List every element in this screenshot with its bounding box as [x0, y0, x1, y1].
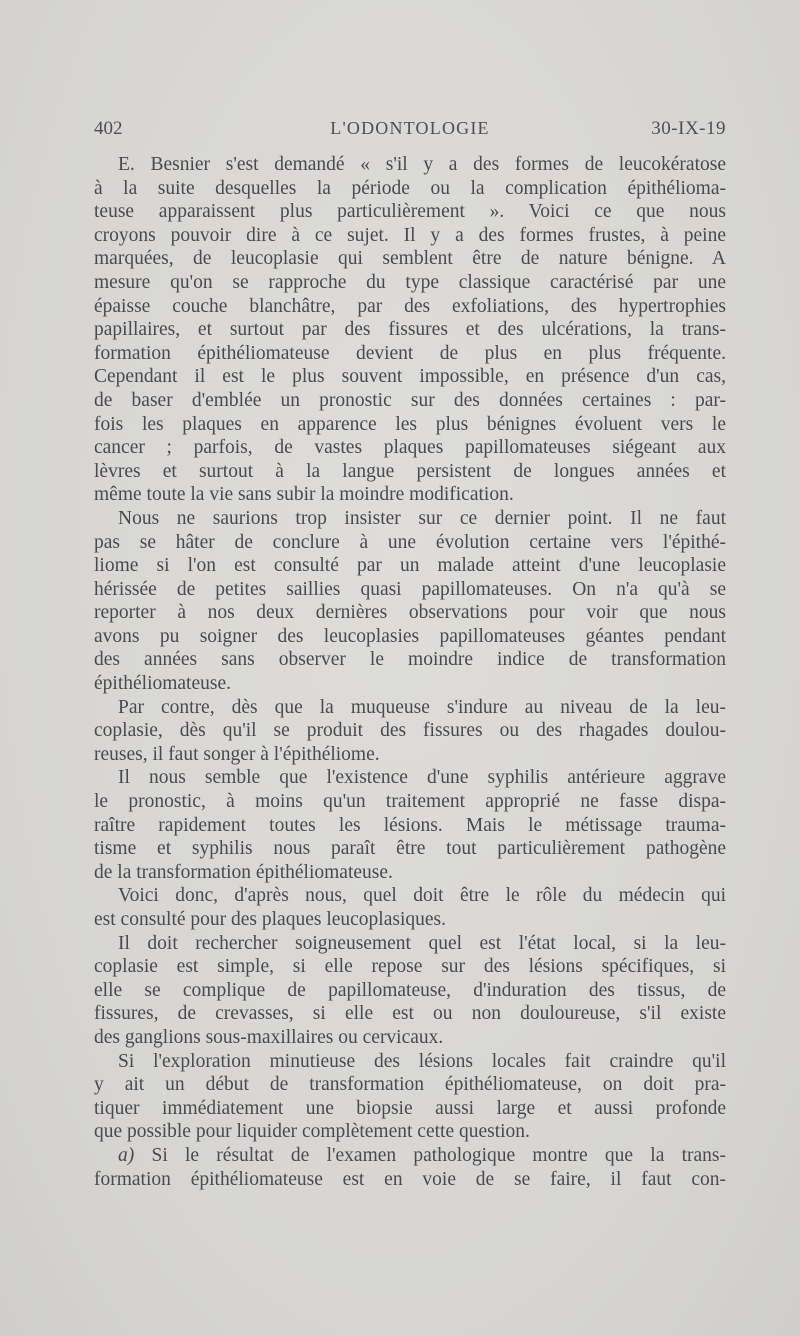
text-line: même toute la vie sans subir la moindre modification.	[94, 484, 514, 506]
text-line: Il nous semble que l'existence d'une syphilis antérieure aggrave	[118, 767, 726, 789]
paragraph	[94, 696, 726, 767]
text-line: avons pu soigner des leucoplasies papillomateuses géantes pendant	[94, 625, 726, 647]
list-item-letter: a)	[118, 1144, 135, 1166]
text-line: de la transformation épithéliomateuse.	[94, 861, 393, 883]
text-line: des années sans observer le moindre indice de transformation	[94, 649, 726, 671]
text-line: à la suite desquelles la période ou la complication épithélioma-	[94, 177, 726, 199]
running-head	[94, 118, 726, 144]
paragraph	[94, 1050, 726, 1144]
text-line: papillaires, et surtout par des fissures et des ulcérations, la trans-	[94, 319, 726, 341]
text-line: fissures, de crevasses, si elle est ou non douloureuse, s'il existe	[94, 1003, 726, 1025]
text-line: tisme et syphilis nous paraît être tout particulièrement pathogène	[94, 838, 726, 860]
text-line: Par contre, dès que la muqueuse s'indure au niveau de la leu-	[118, 696, 726, 718]
text-line: y ait un début de transformation épithéliomateuse, on doit pra-	[94, 1074, 726, 1096]
text-line: Si l'exploration minutieuse des lésions locales fait craindre qu'il	[118, 1050, 726, 1072]
text-line: E. Besnier s'est demandé « s'il y a des formes de leucokératose	[118, 154, 726, 175]
text-line: reporter à nos deux dernières observations pour voir que nous	[94, 602, 726, 624]
issue-date: 30-IX-19	[651, 118, 726, 139]
text-line: formation épithéliomateuse est en voie de se faire, il faut con-	[94, 1168, 726, 1190]
text-line: marquées, de leucoplasie qui semblent être de nature bénigne. A	[94, 248, 726, 270]
text-line: que possible pour liquider complètement cette question.	[94, 1121, 530, 1143]
text-line: liome si l'on est consulté par un malade atteint d'une leucoplasie	[94, 555, 726, 577]
text-line: formation épithéliomateuse devient de plus en plus fréquente.	[94, 342, 726, 364]
body-text	[94, 153, 726, 1191]
paragraph	[94, 766, 726, 884]
paragraph	[94, 932, 726, 1050]
paragraph	[94, 153, 726, 507]
text-line: Voici donc, d'après nous, quel doit être le rôle du médecin qui	[118, 885, 726, 907]
text-line: cancer ; parfois, de vastes plaques papillomateuses siégeant aux	[94, 437, 726, 459]
text-line: des ganglions sous-maxillaires ou cervicaux.	[94, 1026, 444, 1048]
text-line: elle se complique de papillomateuse, d'induration des tissus, de	[94, 979, 726, 1001]
journal-title: L'ODONTOLOGIE	[330, 118, 490, 138]
text-line: croyons pouvoir dire à ce sujet. Il y a des formes frustes, à peine	[94, 224, 726, 246]
text-line: épithéliomateuse.	[94, 673, 231, 695]
text-line: fois les plaques en apparence les plus bénignes évoluent vers le	[94, 413, 726, 435]
text-line: Cependant il est le plus souvent impossible, en présence d'un cas,	[94, 366, 726, 388]
text-line: tiquer immédiatement une biopsie aussi large et aussi profonde	[94, 1097, 726, 1119]
text-line: le pronostic, à moins qu'un traitement approprié ne fasse dispa-	[94, 791, 726, 813]
text-line: pas se hâter de conclure à une évolution certaine vers l'épithé-	[94, 531, 726, 553]
text-line: reuses, il faut songer à l'épithéliome.	[94, 743, 380, 765]
text-line-content: Si le résultat de l'examen pathologique montre que la trans-	[134, 1144, 726, 1166]
text-line: est consulté pour des plaques leucoplasiques.	[94, 909, 446, 930]
text-line: Il doit rechercher soigneusement quel est l'état local, si la leu-	[118, 932, 726, 954]
paragraph	[94, 507, 726, 696]
page-number: 402	[94, 118, 123, 139]
text-line: raître rapidement toutes les lésions. Mais le métissage trauma-	[94, 814, 726, 836]
text-line: épaisse couche blanchâtre, par des exfoliations, des hypertrophies	[94, 295, 726, 317]
text-line: Nous ne saurions trop insister sur ce dernier point. Il ne faut	[118, 507, 726, 529]
text-line: coplasie, dès qu'il se produit des fissures ou des rhagades doulou-	[94, 720, 726, 742]
text-line: teuse apparaissent plus particulièrement ». Voici ce que nous	[94, 201, 726, 223]
text-line	[94, 1144, 726, 1168]
text-line: lèvres et surtout à la langue persistent de longues années et	[94, 460, 726, 482]
text-line: hérissée de petites saillies quasi papillomateuses. On n'a qu'à se	[94, 578, 726, 600]
text-line: coplasie est simple, si elle repose sur des lésions spécifiques, si	[94, 956, 726, 978]
text-line: mesure qu'on se rapproche du type classique caractérisé par une	[94, 271, 726, 293]
paragraph	[94, 1144, 726, 1191]
paragraph	[94, 884, 726, 931]
text-line: de baser d'emblée un pronostic sur des données certaines : par-	[94, 389, 726, 411]
